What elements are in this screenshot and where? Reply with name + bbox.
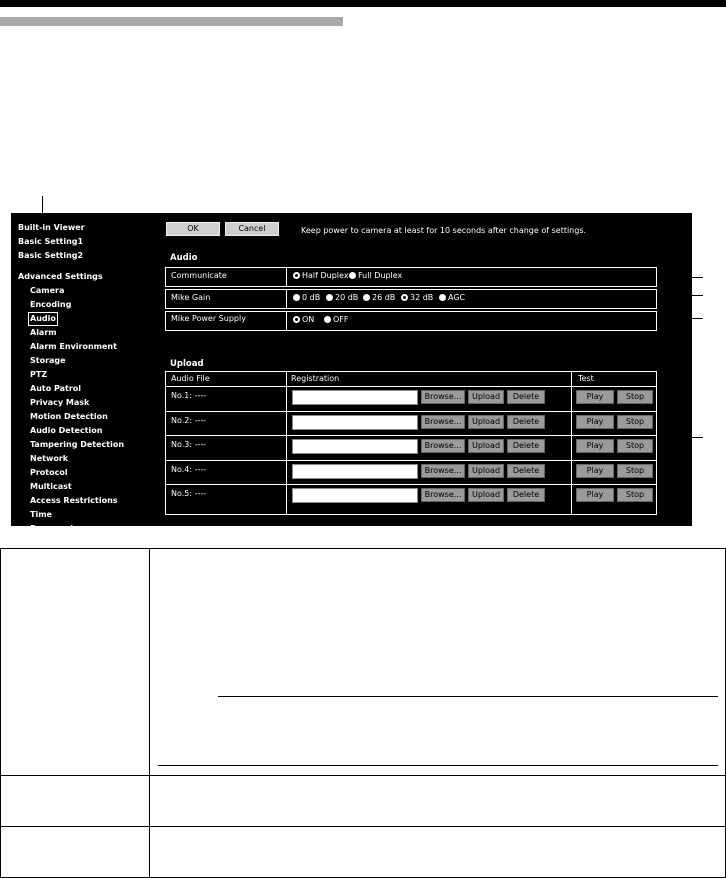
file-path-input[interactable] (292, 415, 418, 430)
file-path-input[interactable] (292, 439, 418, 454)
mike-gain-label: Mike Gain (171, 293, 211, 302)
radio-option[interactable] (439, 293, 465, 302)
upload-button[interactable]: Upload (468, 464, 504, 478)
sidebar-item-audio[interactable]: Audio (30, 314, 56, 323)
sidebar-item-password[interactable]: Password (30, 524, 74, 533)
radio-checked-icon[interactable] (293, 316, 300, 323)
callout-tick-communicate (657, 277, 703, 278)
radio-unchecked-icon[interactable] (324, 316, 331, 323)
upload-row-name: No.3: ---- (171, 440, 207, 450)
audio-section-title: Audio (170, 253, 198, 263)
sidebar-item-basic-setting1[interactable]: Basic Setting1 (18, 237, 84, 246)
upload-button[interactable]: Upload (468, 439, 504, 453)
callout-tick-mike-power (657, 318, 703, 319)
sidebar-item-multicast[interactable]: Multicast (30, 482, 72, 491)
radio-unchecked-icon[interactable] (349, 272, 356, 279)
radio-unchecked-icon[interactable] (439, 294, 446, 301)
description-table (0, 548, 726, 878)
radio-checked-icon[interactable] (293, 272, 300, 279)
sidebar-item-alarm[interactable]: Alarm (30, 328, 57, 337)
callout-tick-mike-gain (657, 295, 703, 296)
radio-option[interactable] (293, 293, 320, 302)
sidebar-item-alarm-environment[interactable]: Alarm Environment (30, 342, 117, 351)
play-button[interactable]: Play (576, 439, 614, 453)
settings-screenshot (11, 213, 692, 533)
browse-button[interactable]: Browse... (421, 488, 465, 502)
header-test: Test (578, 374, 594, 383)
file-path-input[interactable] (292, 464, 418, 479)
radio-option-label: 20 dB (335, 293, 359, 302)
header-registration: Registration (291, 374, 340, 383)
stop-button[interactable]: Stop (617, 439, 653, 453)
radio-unchecked-icon[interactable] (326, 294, 333, 301)
radio-option-label: Full Duplex (358, 271, 403, 280)
radio-option[interactable] (363, 293, 395, 302)
radio-unchecked-icon[interactable] (293, 294, 300, 301)
stop-button[interactable]: Stop (617, 390, 653, 404)
radio-option[interactable] (326, 293, 358, 302)
radio-unchecked-icon[interactable] (363, 294, 370, 301)
sidebar-item-advanced-settings[interactable]: Advanced Settings (18, 272, 103, 281)
radio-option-label: ON (302, 315, 315, 324)
section-header-bar (0, 17, 343, 26)
radio-option[interactable] (293, 271, 349, 280)
radio-option[interactable] (349, 271, 402, 280)
browse-button[interactable]: Browse... (421, 415, 465, 429)
stop-button[interactable]: Stop (617, 488, 653, 502)
sidebar-item-protocol[interactable]: Protocol (30, 468, 68, 477)
sidebar-item-encoding[interactable]: Encoding (30, 300, 72, 309)
sidebar (11, 213, 147, 533)
delete-button[interactable]: Delete (507, 439, 545, 453)
upload-row-name: No.1: ---- (171, 391, 207, 400)
sidebar-item-network[interactable]: Network (30, 454, 69, 463)
header-audio-file: Audio File (171, 374, 210, 383)
mike-gain-row (165, 289, 657, 309)
delete-button[interactable]: Delete (507, 415, 545, 429)
radio-option[interactable] (324, 315, 349, 324)
sidebar-item-audio-detection[interactable]: Audio Detection (30, 426, 103, 435)
memo-rule-top (218, 696, 718, 697)
radio-option-label: OFF (333, 315, 349, 324)
sidebar-item-storage[interactable]: Storage (30, 356, 66, 365)
upload-section-title: Upload (170, 359, 204, 369)
sidebar-item-privacy-mask[interactable]: Privacy Mask (30, 398, 90, 407)
play-button[interactable]: Play (576, 488, 614, 502)
upload-row-name: No.4: ---- (171, 464, 207, 474)
sidebar-item-basic-setting2[interactable]: Basic Setting2 (18, 251, 84, 260)
upload-button[interactable]: Upload (468, 415, 504, 429)
notice-text: Keep power to camera at least for 10 seconds after change of settings. (301, 226, 587, 235)
delete-button[interactable]: Delete (507, 464, 545, 478)
radio-option-label: 26 dB (372, 293, 396, 302)
ok-button[interactable]: OK (166, 222, 220, 236)
file-path-input[interactable] (292, 390, 418, 405)
radio-option-label: 32 dB (410, 293, 434, 302)
radio-option-label: AGC (448, 293, 466, 302)
radio-checked-icon[interactable] (401, 294, 408, 301)
sidebar-item-access-restrictions[interactable]: Access Restrictions (30, 496, 118, 505)
play-button[interactable]: Play (576, 390, 614, 404)
memo-rule-bottom (158, 765, 718, 766)
play-button[interactable]: Play (576, 415, 614, 429)
delete-button[interactable]: Delete (507, 390, 545, 404)
sidebar-item-ptz[interactable]: PTZ (30, 370, 48, 379)
stop-button[interactable]: Stop (617, 464, 653, 478)
radio-option-label: 0 dB (302, 293, 321, 302)
browse-button[interactable]: Browse... (421, 464, 465, 478)
upload-button[interactable]: Upload (468, 488, 504, 502)
upload-row-name: No.5: ---- (171, 489, 207, 499)
browse-button[interactable]: Browse... (421, 439, 465, 453)
sidebar-item-tampering-detection[interactable]: Tampering Detection (30, 440, 125, 449)
file-path-input[interactable] (292, 488, 418, 503)
callout-tick-upload (657, 437, 703, 438)
mike-power-label: Mike Power Supply (171, 314, 246, 323)
sidebar-item-time[interactable]: Time (30, 510, 52, 519)
upload-row-name: No.2: ---- (171, 415, 207, 425)
page-top-rule (0, 0, 726, 7)
sidebar-item-built-in-viewer[interactable]: Built-in Viewer (18, 223, 85, 232)
communicate-label: Communicate (171, 271, 227, 280)
delete-button[interactable]: Delete (507, 488, 545, 502)
upload-table (165, 371, 657, 515)
upload-button[interactable]: Upload (468, 390, 504, 404)
radio-option[interactable] (401, 293, 433, 302)
radio-option[interactable] (293, 315, 314, 324)
communicate-row (165, 267, 657, 287)
browse-button[interactable]: Browse... (421, 390, 465, 404)
stop-button[interactable]: Stop (617, 415, 653, 429)
sidebar-item-camera[interactable]: Camera (30, 286, 65, 295)
mike-power-row (165, 311, 657, 331)
play-button[interactable]: Play (576, 464, 614, 478)
cancel-button[interactable]: Cancel (225, 222, 279, 236)
sidebar-item-auto-patrol[interactable]: Auto Patrol (30, 384, 82, 393)
radio-option-label: Half Duplex (302, 271, 349, 280)
sidebar-item-motion-detection[interactable]: Motion Detection (30, 412, 108, 421)
